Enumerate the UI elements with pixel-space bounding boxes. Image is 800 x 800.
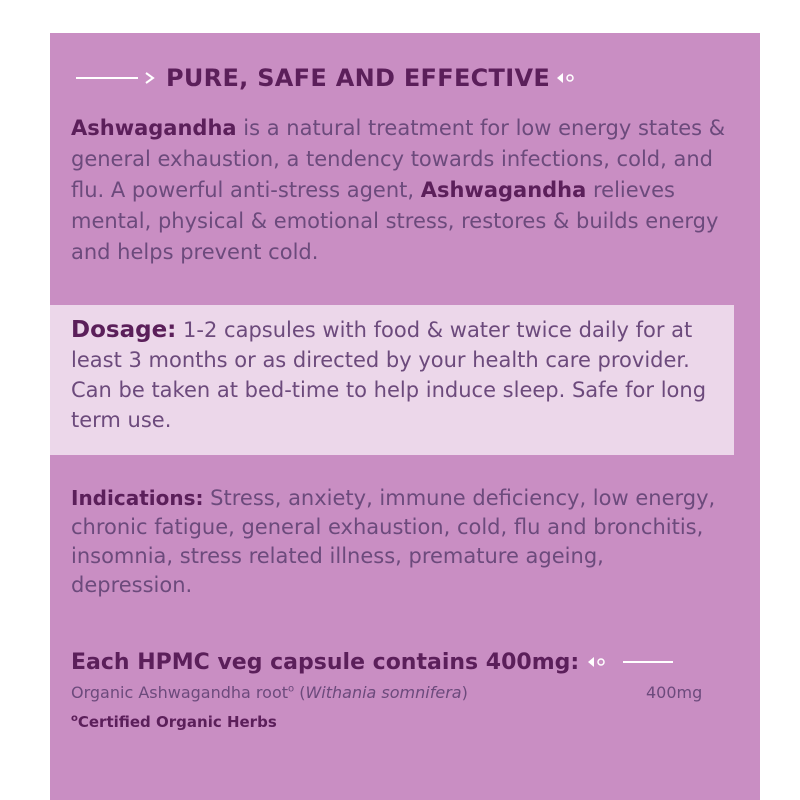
organic-mark: o xyxy=(288,683,295,695)
brand-name: Ashwagandha xyxy=(420,178,587,202)
intro-paragraph xyxy=(71,113,731,268)
dosage-label: Dosage: xyxy=(71,317,177,343)
contents-title: Each HPMC veg capsule contains 400mg: xyxy=(71,649,580,675)
section-header xyxy=(76,60,616,96)
footnote-mark: o xyxy=(71,713,78,724)
brand-name: Ashwagandha xyxy=(71,116,237,140)
footnote-text: Certified Organic Herbs xyxy=(77,713,277,731)
flourish-icon xyxy=(585,655,609,669)
indications-text: Stress, anxiety, immune deficiency, low energy, chronic fatigue, general exhaustion, cold, flu and bronchitis, insomnia, stress related illness, premature ageing, depression. xyxy=(71,486,716,597)
intro-text-1: is a natural treatment for low energy states & general exhaustion, a tendency towards infections, cold, and flu. A powerful anti-stress agent, xyxy=(71,116,726,202)
ingredient-row: Organic Ashwagandha root$^o$ (Withania somnifera) 400mg xyxy=(71,683,703,702)
contents-header xyxy=(71,645,731,679)
footnote xyxy=(71,713,277,731)
ingredient-amount: 400mg xyxy=(646,683,703,702)
indications-label: Indications: xyxy=(71,486,204,510)
ingredient-name: Organic Ashwagandha root xyxy=(71,683,288,702)
indications-paragraph xyxy=(71,484,731,600)
section-title: PURE, SAFE AND EFFECTIVE xyxy=(166,64,551,92)
dosage-paragraph xyxy=(71,315,731,435)
intro-text-2: relieves mental, physical & emotional stress, restores & builds energy and helps prevent cold. xyxy=(71,178,719,264)
latin-name: Withania somnifera xyxy=(305,683,462,702)
header-rule-left xyxy=(76,77,138,79)
dosage-text: 1-2 capsules with food & water twice daily for at least 3 months or as directed by your health care provider. Can be taken at bed-time to help induce sleep. Safe for long term use. xyxy=(71,318,707,432)
contents-rule xyxy=(623,661,673,663)
flourish-icon xyxy=(554,71,578,85)
arrow-right-icon xyxy=(138,71,162,85)
